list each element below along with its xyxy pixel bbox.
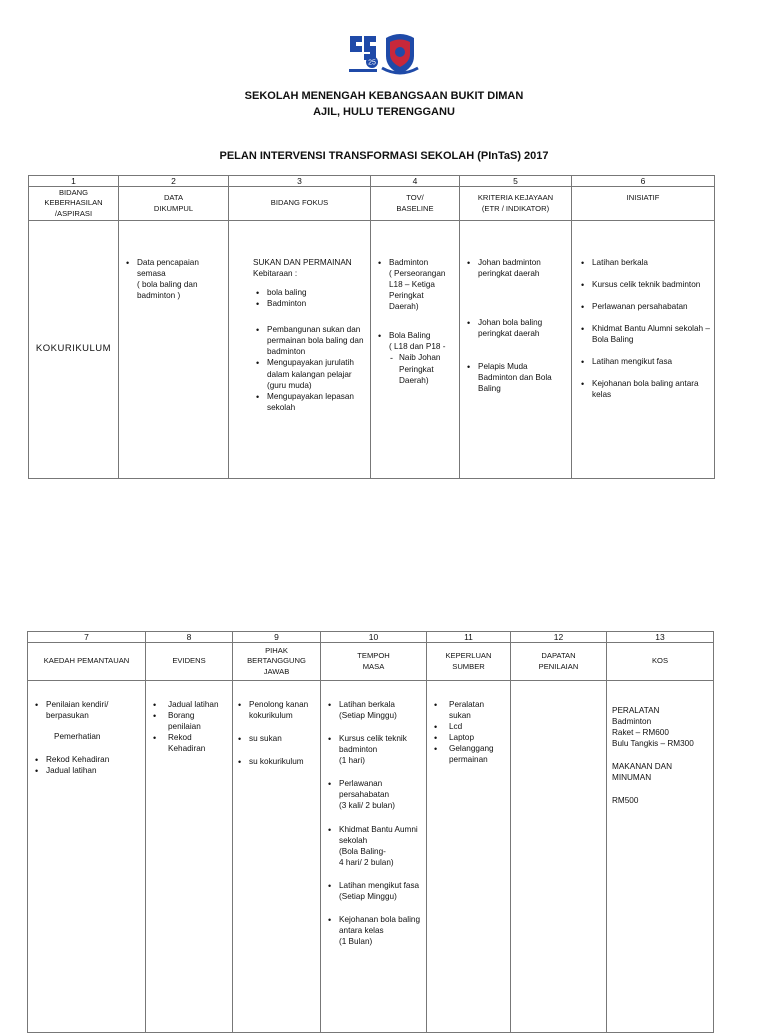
list-item: • Penolong kanan kokurikulum xyxy=(235,699,316,721)
document-title: PELAN INTERVENSI TRANSFORMASI SEKOLAH (PInTaS) 2017 xyxy=(219,150,549,162)
col-number: 3 xyxy=(229,176,371,187)
school-logos xyxy=(346,30,421,78)
list-item: • Peralatan sukan xyxy=(431,699,506,721)
kaedah-cell xyxy=(28,681,146,1033)
kaedah-plain: Pemerhatian xyxy=(54,732,101,742)
list-item: • Badminton xyxy=(253,298,366,309)
pihak-cell xyxy=(233,681,321,1033)
list-item: • Johan bola baling peringkat daerah xyxy=(464,317,567,339)
list-item: • Latihan mengikut fasa xyxy=(578,356,710,367)
list-item: • Pelapis Muda Badminton dan Bola Baling xyxy=(464,361,567,394)
list-item: • Borang penilaian xyxy=(150,710,228,732)
header-bidang: BIDANG KEBERHASILAN /ASPIRASI xyxy=(29,187,119,221)
header-data: DATA DIKUMPUL xyxy=(119,187,229,221)
list-item: - Naib Johan Peringkat Daerah) xyxy=(385,352,455,385)
keperluan-cell xyxy=(427,681,511,1033)
fokus-cell xyxy=(229,221,371,479)
list-item: • Latihan berkala xyxy=(578,257,710,268)
list-item: • Penilaian kendiri/ berpasukan xyxy=(32,699,141,721)
fokus-title: SUKAN DAN PERMAINAN Kebitaraan : xyxy=(253,258,352,279)
intervention-table-part1 xyxy=(28,175,715,479)
header-pihak: PIHAK BERTANGGUNG JAWAB xyxy=(233,643,321,681)
header-kriteria: KRITERIA KEJAYAAN (ETR / INDIKATOR) xyxy=(460,187,572,221)
header-kaedah: KAEDAH PEMANTAUAN xyxy=(28,643,146,681)
list-item: • Data pencapaian semasa ( bola baling dan badminton ) xyxy=(123,257,224,301)
list-item: • Pembangunan sukan dan permainan bola baling dan badminton xyxy=(253,324,366,357)
col-number: 10 xyxy=(321,632,427,643)
header-kos: KOS xyxy=(607,643,714,681)
col-number: 13 xyxy=(607,632,714,643)
list-item: • Latihan mengikut fasa (Setiap Minggu) xyxy=(325,880,422,902)
list-item: • Mengupayakan lepasan sekolah xyxy=(253,391,366,413)
list-item: • Perlawanan persahabatan xyxy=(578,301,710,312)
list-item: • Badminton ( Perseorangan L18 – Ketiga Peringkat Daerah) xyxy=(375,257,455,312)
list-item: • su sukan xyxy=(235,733,316,744)
header-tov: TOV/ BASELINE xyxy=(371,187,460,221)
list-item: • Johan badminton peringkat daerah xyxy=(464,257,567,279)
list-item: • Khidmat Bantu Alumni sekolah – Bola Baling xyxy=(578,323,710,345)
list-item: • Laptop xyxy=(431,732,506,743)
list-item: • Rekod Kehadiran xyxy=(150,732,228,754)
dapatan-cell xyxy=(511,681,607,1033)
evidens-cell xyxy=(146,681,233,1033)
pintas-25-logo xyxy=(347,32,379,74)
kos-peralatan: PERALATAN Badminton Raket – RM600 Bulu Tangkis – RM300 xyxy=(612,706,694,749)
list-item: • su kokurikulum xyxy=(235,756,316,767)
list-item: • Kursus celik teknik badminton xyxy=(578,279,710,290)
list-item: • Jadual latihan xyxy=(32,765,141,776)
col-number: 5 xyxy=(460,176,572,187)
list-item: • Mengupayakan jurulatih dalam kalangan pelajar (guru muda) xyxy=(253,357,366,390)
col-number: 8 xyxy=(146,632,233,643)
list-item: • Bola Baling ( L18 dan P18 - xyxy=(375,330,455,352)
header-dapatan: DAPATAN PENILAIAN xyxy=(511,643,607,681)
data-cell xyxy=(119,221,229,479)
list-item: • Kejohanan bola baling antara kelas xyxy=(578,378,710,400)
col-number: 7 xyxy=(28,632,146,643)
bidang-cell: KOKURIKULUM xyxy=(29,221,119,479)
kos-cell xyxy=(607,681,714,1033)
header-fokus: BIDANG FOKUS xyxy=(229,187,371,221)
inisiatif-cell xyxy=(572,221,715,479)
list-item: • Khidmat Bantu Aumni sekolah (Bola Baling- 4 hari/ 2 bulan) xyxy=(325,824,422,868)
list-item: • Gelanggang permainan xyxy=(431,743,506,765)
list-item: • Lcd xyxy=(431,721,506,732)
col-number: 2 xyxy=(119,176,229,187)
school-name: SEKOLAH MENENGAH KEBANGSAAN BUKIT DIMAN xyxy=(244,90,524,102)
header-evidens: EVIDENS xyxy=(146,643,233,681)
list-item: • Rekod Kehadiran xyxy=(32,754,141,765)
list-item: • Jadual latihan xyxy=(150,699,228,710)
col-number: 1 xyxy=(29,176,119,187)
school-crest-logo xyxy=(382,34,418,74)
col-number: 4 xyxy=(371,176,460,187)
tov-cell xyxy=(371,221,460,479)
list-item: • bola baling xyxy=(253,287,366,298)
col-number: 6 xyxy=(572,176,715,187)
list-item: • Perlawanan persahabatan (3 kali/ 2 bulan) xyxy=(325,778,422,811)
intervention-table-part2 xyxy=(27,631,714,1033)
school-address: AJIL, HULU TERENGGANU xyxy=(313,106,455,118)
kos-makanan-amount: RM500 xyxy=(612,796,639,806)
col-number: 11 xyxy=(427,632,511,643)
col-number: 12 xyxy=(511,632,607,643)
list-item: • Kursus celik teknik badminton (1 hari) xyxy=(325,733,422,766)
header-tempoh: TEMPOH MASA xyxy=(321,643,427,681)
col-number: 9 xyxy=(233,632,321,643)
kos-makanan: MAKANAN DAN MINUMAN xyxy=(612,762,673,783)
list-item: • Latihan berkala (Setiap Minggu) xyxy=(325,699,422,721)
kriteria-cell xyxy=(460,221,572,479)
svg-text:25: 25 xyxy=(368,59,376,67)
tempoh-cell xyxy=(321,681,427,1033)
header-inisiatif: INISIATIF xyxy=(572,187,715,221)
header-keperluan: KEPERLUAN SUMBER xyxy=(427,643,511,681)
list-item: • Kejohanan bola baling antara kelas (1 Bulan) xyxy=(325,914,422,947)
